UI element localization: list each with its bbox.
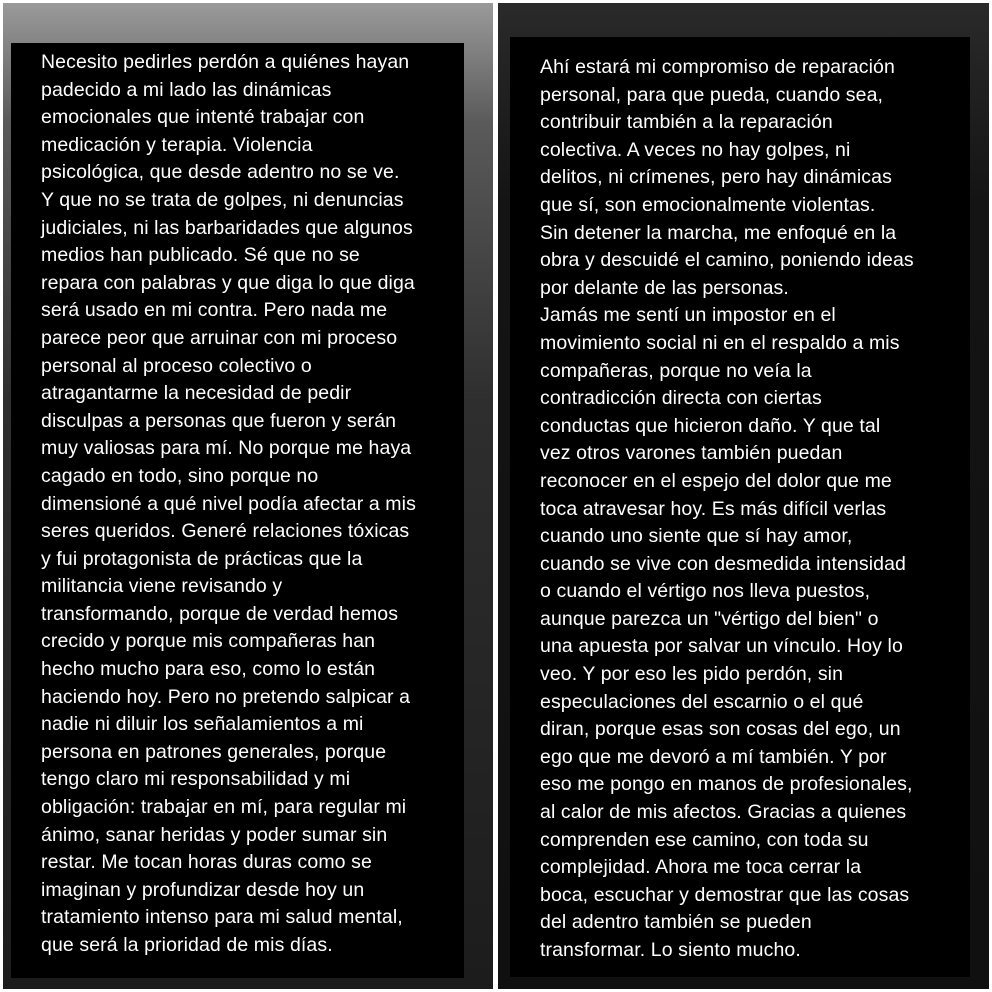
story-text-line: Jamás me sentí un impostor en el [540,304,836,327]
story-text-line: personal, para que pueda, cuando sea, [540,83,884,106]
story-text-line: que sí, son emocionalmente violentas. [540,193,876,216]
story-text-line: contribuir también a la reparación [540,111,833,134]
story-text-line: complejidad. Ahora me toca cerrar la [540,856,862,879]
story-text-line: psicológica, que desde adentro no se ve. [41,161,400,184]
story-text-line: comprenden ese camino, con toda su [540,828,869,851]
story-text-line: una apuesta por salvar un vínculo. Hoy lo [540,635,903,658]
story-text-line: obligación: trabajar en mí, para regular mi [41,796,407,819]
story-text-line: cuando se vive con desmedida intensidad [540,552,906,575]
story-text-line: emocionales que intenté trabajar con [41,106,365,129]
left-story-text-card [11,43,464,978]
left-story-panel [3,3,493,989]
story-text-line: y fui protagonista de prácticas que la [41,547,363,570]
story-text-line: boca, escuchar y demostrar que las cosas [540,883,910,906]
story-text-line: transformando, porque de verdad hemos [41,602,399,625]
story-text-line: ánimo, sanar heridas y poder sumar sin [41,823,388,846]
story-text-line: conductas que hicieron daño. Y que tal [540,414,881,437]
story-text-line: haciendo hoy. Pero no pretendo salpicar a [41,685,411,708]
story-text-line: nadie ni diluir los señalamientos a mi [41,713,364,736]
story-text-line: imaginan y profundizar desde hoy un [41,878,365,901]
story-text-line: Sin detener la marcha, me enfoqué en la [540,221,897,244]
story-text-line: judiciales, ni las barbaridades que algunos [41,216,413,239]
story-text-line: eso me pongo en manos de profesionales, [540,773,913,796]
story-text-line: repara con palabras y que diga lo que diga [41,271,415,294]
story-text-line: o cuando el vértigo nos lleva puestos, [540,580,871,603]
story-text-line: al calor de mis afectos. Gracias a quienes [540,801,907,824]
story-text-line: del adentro también se pueden [540,911,812,934]
story-text-line: toca atravesar hoy. Es más difícil verlas [540,497,887,520]
story-text-line: movimiento social ni en el respaldo a mis [540,331,900,354]
story-text-line: obra y descuidé el camino, poniendo ideas [540,249,914,272]
story-text-line: vez otros varones también puedan [540,442,843,465]
story-text-line: atragantarme la necesidad de pedir [41,382,352,405]
story-text-line: ego que me devoró a mí también. Y por [540,745,887,768]
story-text-line: restar. Me tocan horas duras como se [41,851,372,874]
story-text-line: medicación y terapia. Violencia [41,133,313,156]
story-text-line: aunque parezca un "vértigo del bien" o [540,607,879,630]
story-text-line: disculpas a personas que fueron y serán [41,409,397,432]
story-text-line: personal al proceso colectivo o [41,354,312,377]
story-text-line: reconocer en el espejo del dolor que me [540,469,892,492]
story-text-line: dimensioné a qué nivel podía afectar a mis [41,492,416,515]
story-text-line: especulaciones del escarnio o el qué [540,690,864,713]
right-story-text-card [510,37,970,977]
story-text-line: por delante de las personas. [540,276,789,299]
story-text-line: Y que no se trata de golpes, ni denuncias [41,188,404,211]
story-text-line: persona en patrones generales, porque [41,740,387,763]
story-text-line: Necesito pedirles perdón a quiénes hayan [41,51,410,73]
story-text-line: cagado en todo, sino porque no [41,464,319,487]
story-text-line: transformar. Lo siento mucho. [540,939,801,961]
story-text-line: hecho mucho para eso, como lo están [41,658,376,681]
story-text-line: tratamiento intenso para mi salud mental, [41,906,403,929]
story-text-line: cuando uno siente que sí hay amor, [540,525,853,548]
right-story-text [540,54,914,965]
story-text-line: delitos, ni crímenes, pero hay dinámicas [540,166,892,189]
story-text-line: tengo claro mi responsabilidad y mi [41,768,351,791]
story-text-line: será usado en mi contra. Pero nada me [41,299,388,322]
story-text-line: militancia viene revisando y [41,575,283,598]
story-text-line: crecido y porque mis compañeras han [41,630,376,653]
right-story-panel [498,3,989,989]
story-text-line: diran, porque esas son cosas del ego, un [540,718,901,741]
story-text-line: que será la prioridad de mis días. [41,934,333,956]
story-text-line: Ahí estará mi compromiso de reparación [540,56,895,78]
story-text-line: parece peor que arruinar con mi proceso [41,326,398,349]
story-text-line: veo. Y por eso les pido perdón, sin [540,663,844,686]
story-text-line: medios han publicado. Sé que no se [41,244,360,267]
story-text-line: compañeras, porque no veía la [540,359,812,382]
left-story-text [41,49,416,960]
story-text-line: colectiva. A veces no hay golpes, ni [540,138,851,161]
story-text-line: muy valiosas para mí. No porque me haya [41,437,412,460]
story-text-line: seres queridos. Generé relaciones tóxicas [41,520,410,543]
story-text-line: contradicción directa con ciertas [540,387,822,410]
story-text-line: padecido a mi lado las dinámicas [41,78,332,101]
